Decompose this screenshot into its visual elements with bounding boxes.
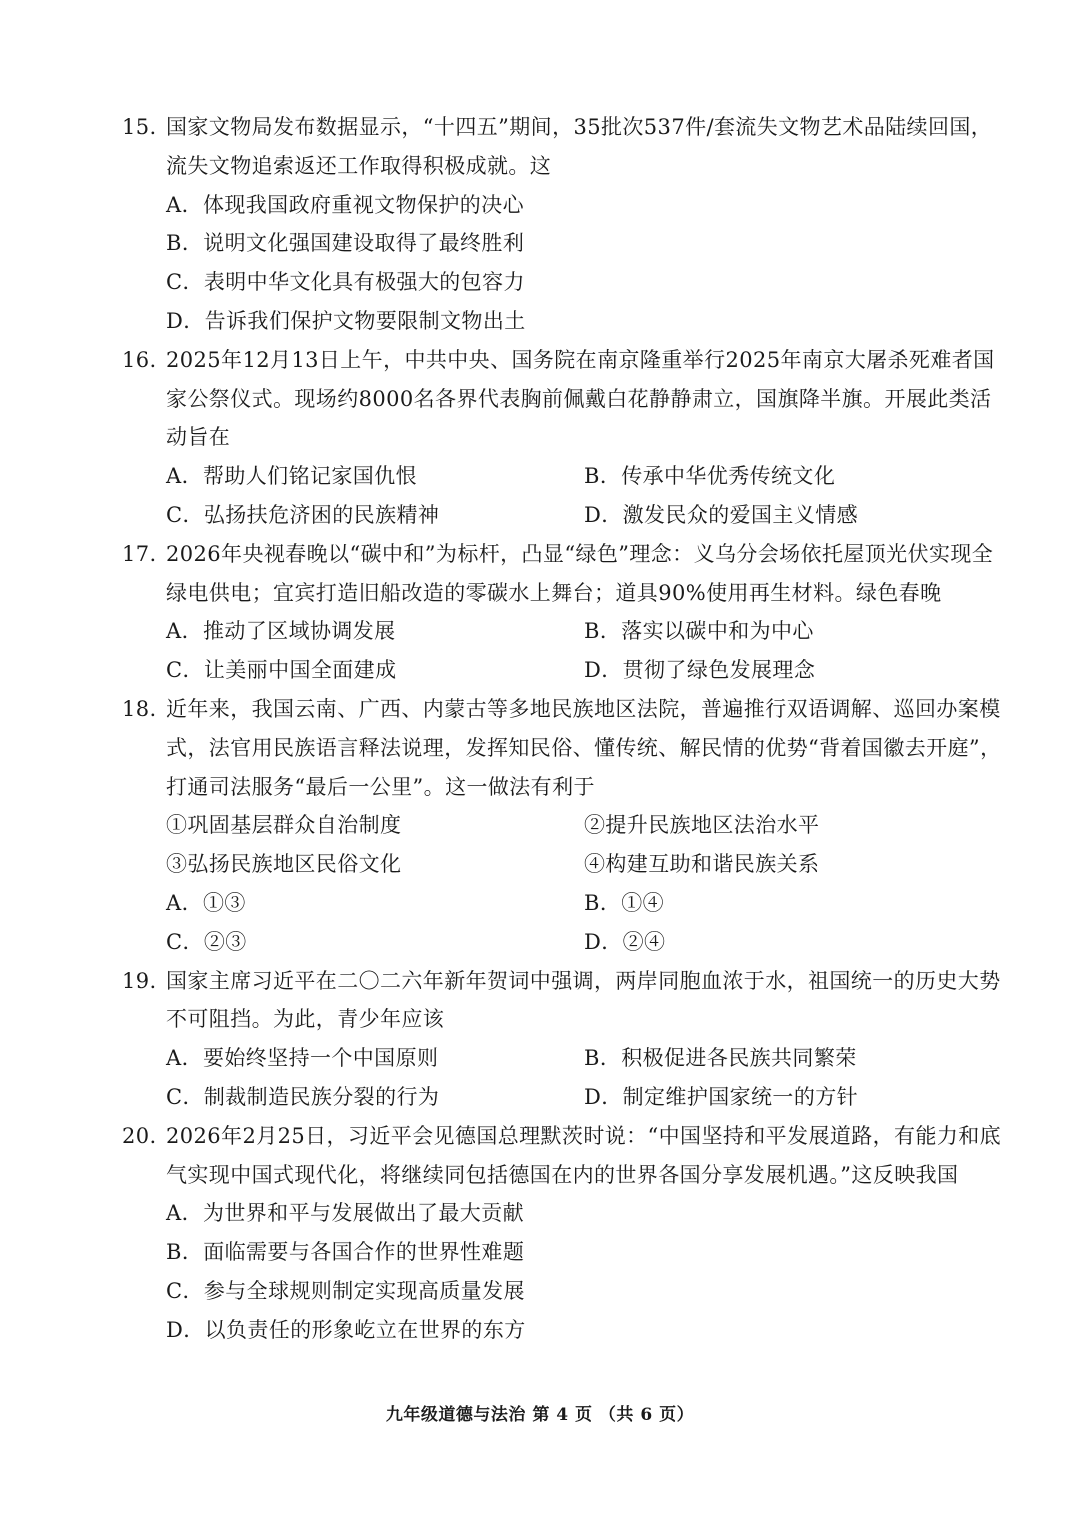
option-c: C．表明中华文化具有极强大的包容力 [166,270,525,295]
question-16 [0,341,1080,535]
option-d: D．制定维护国家统一的方针 [584,1084,859,1109]
question-number: 20. [122,1123,157,1148]
page-footer: 九年级道德与法治 第 4 页 （共 6 页） [385,1405,695,1425]
option-a: A．为世界和平与发展做出了最大贡献 [166,1201,524,1226]
option-c: C．让美丽中国全面建成 [166,658,397,683]
option-d: D．告诉我们保护文物要限制文物出土 [166,308,526,333]
question-15 [0,108,1080,341]
question-text: 2026年2月25日，习近平会见德国总理默茨时说：“中国坚持和平发展道路，有能力和底气实现中国式现代化，将继续同包括德国在内的世界各国分享发展机遇。”这反映我国 [166,1123,1002,1187]
option-a: A．①③ [166,890,246,915]
option-a: A．推动了区域协调发展 [166,619,396,644]
question-stem [0,535,1080,613]
question-stem [0,1117,1080,1195]
option-b: B．传承中华优秀传统文化 [584,464,836,489]
question-text: 国家主席习近平在二〇二六年新年贺词中强调，两岸同胞血浓于水，祖国统一的历史大势不可阻挡。为此，青少年应该 [166,968,1001,1032]
option-d: D．②④ [584,929,666,954]
option-b: B．说明文化强国建设取得了最终胜利 [166,231,525,256]
option-c: C．②③ [166,929,247,954]
option-c: C．弘扬扶危济困的民族精神 [166,502,440,527]
question-number: 18. [122,696,157,721]
question-stem [0,690,1080,806]
question-stem [0,341,1080,457]
statement-3: ③弘扬民族地区民俗文化 [166,852,402,877]
question-text: 国家文物局发布数据显示，“十四五”期间，35批次537件/套流失文物艺术品陆续回国，流失文物追索返还工作取得积极成就。这 [166,115,993,178]
option-a: A．要始终坚持一个中国原则 [166,1046,439,1071]
question-number: 17. [122,541,157,566]
option-c: C．参与全球规则制定实现高质量发展 [166,1278,525,1303]
question-19 [0,962,1080,1117]
statement-1: ①巩固基层群众自治制度 [166,813,402,838]
option-a: A．体现我国政府重视文物保护的决心 [166,192,524,217]
question-number: 15. [122,115,157,139]
question-stem [0,108,1080,186]
question-text: 2026年央视春晚以“碳中和”为标杆，凸显“绿色”理念：义乌分会场依托屋顶光伏实现全绿电供电；宜宾打造旧船改造的零碳水上舞台；道具90%使用再生材料。绿色春晚 [166,541,994,605]
question-text: 近年来，我国云南、广西、内蒙古等多地民族地区法院，普遍推行双语调解、巡回办案模式，法官用民族语言释法说理，发挥知民俗、懂传统、解民情的优势“背着国徽去开庭”，打通司法服务“最后一公里”。这一做法有利于 [166,696,1002,799]
option-c: C．制裁制造民族分裂的行为 [166,1084,440,1109]
question-20 [0,1117,1080,1350]
option-b: B．面临需要与各国合作的世界性难题 [166,1240,525,1265]
question-stem [0,962,1080,1040]
option-d: D．贯彻了绿色发展理念 [584,658,816,683]
question-number: 19. [122,968,157,993]
question-18 [0,690,1080,962]
option-d: D．以负责任的形象屹立在世界的东方 [166,1317,526,1342]
statement-2: ②提升民族地区法治水平 [584,813,820,838]
option-a: A．帮助人们铭记家国仇恨 [166,464,417,489]
option-b: B．落实以碳中和为中心 [584,619,814,644]
question-number: 16. [122,347,157,372]
statement-4: ④构建互助和谐民族关系 [584,852,820,877]
option-d: D．激发民众的爱国主义情感 [584,502,859,527]
option-b: B．积极促进各民族共同繁荣 [584,1046,857,1071]
option-b: B．①④ [584,890,665,915]
question-17 [0,535,1080,690]
question-text: 2025年12月13日上午，中共中央、国务院在南京隆重举行2025年南京大屠杀死难者国家公祭仪式。现场约8000名各界代表胸前佩戴白花静静肃立，国旗降半旗。开展此类活动旨在 [166,347,995,450]
